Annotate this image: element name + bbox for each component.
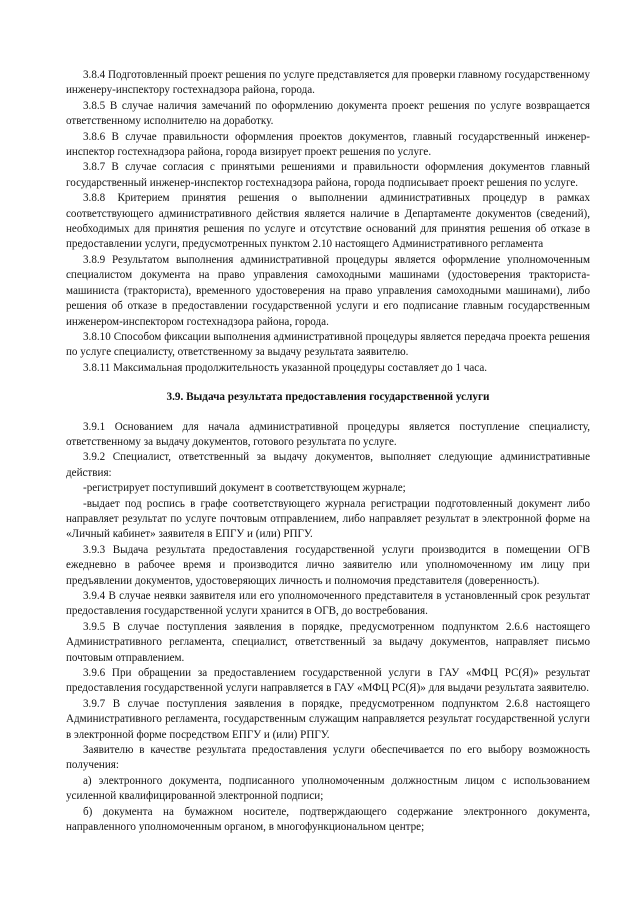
paragraph-3-8-7: 3.8.7 В случае согласия с принятыми решениями и правильности оформления документов главный государственный инженер-инспектор гостехнадзора района, города подписывает проект решения по услуге. [66, 161, 590, 189]
paragraph-3-8-9: 3.8.9 Результатом выполнения административной процедуры является оформление уполномоченным специалистом документа на право управления самоходными машинами (удостоверения тракториста-машиниста (тракториста), временного удостоверения на право управления самоходными машинами), либо решения об отказе в предоставлении государственной услуги и его подписание главным государственным инженером-инспектором гостехнадзора района, города. [66, 253, 590, 328]
paragraph-3-9-1: 3.9.1 Основанием для начала административной процедуры является поступление специалисту, ответственному за выдачу документов, готового результата по услуге. [66, 420, 590, 448]
document-page [66, 68, 590, 836]
paragraph-3-8-10: 3.8.10 Способом фиксации выполнения административной процедуры является передача проекта решения по услуге специалисту, ответственному за выдачу результата заявителю. [66, 330, 590, 359]
paragraph-3-8-4: 3.8.4 Подготовленный проект решения по услуге представляется для проверки главному государственному инженеру-инспектору гостехнадзора района, города. [66, 69, 590, 97]
paragraph-3-8-6: 3.8.6 В случае правильности оформления проектов документов, главный государственный инженер-инспектор гостехнадзора района, города визирует проект решения по услуге. [66, 130, 590, 159]
paragraph-3-8-11: 3.8.11 Максимальная продолжительность указанной процедуры составляет до 1 часа. [83, 361, 488, 374]
paragraph-3-9-2: 3.9.2 Специалист, ответственный за выдачу документов, выполняет следующие административные действия: [66, 451, 590, 479]
list-item-issue: -выдает под роспись в графе соответствующего журнала регистрации подготовленный документ либо направляет результат по услуге почтовым отправлением, либо направляет результат в электронной форме на «Личный кабинет» заявителя в ЕПГУ и (или) РПГУ. [66, 497, 590, 541]
paragraph-3-9-7: 3.9.7 В случае поступления заявления в порядке, предусмотренном подпунктом 2.6.8 настоящего Административного регламента, государственным служащим направляется результат государственной услуги в электронной форме посредством ЕПГУ и (или) РПГУ. [66, 697, 590, 741]
paragraph-3-9-5: 3.9.5 В случае поступления заявления в порядке, предусмотренном подпунктом 2.6.6 настоящего Административного регламента, специалист, ответственный за выдачу документов, направляет письмо почтовым отправлением. [66, 620, 590, 664]
list-item-a: а) электронного документа, подписанного уполномоченным должностным лицом с использованием усиленной квалифицированной электронной подписи; [66, 774, 590, 803]
section-heading: 3.9. Выдача результата предоставления государственной услуги [166, 391, 490, 404]
paragraph-3-9-6: 3.9.6 При обращении за предоставлением государственной услуги в ГАУ «МФЦ РС(Я)» результат предоставления государственной услуги направляется в ГАУ «МФЦ РС(Я)» для выдачи результата заявителю. [66, 667, 590, 695]
list-item-b: б) документа на бумажном носителе, подтверждающего содержание электронного документа, направленного уполномоченным органом, в многофункциональном центре; [66, 805, 590, 834]
paragraph-3-9-4: 3.9.4 В случае неявки заявителя или его уполномоченного представителя в установленный срок результат предоставления государственной услуги хранится в ОГВ, до востребования. [66, 590, 590, 618]
paragraph-3-9-3: 3.9.3 Выдача результата предоставления государственной услуги производится в помещении ОГВ ежедневно в рабочее время и производится лично заявителю или уполномоченному им лицу при предъявлении документов, удостоверяющих личность и полномочия представителя (доверенность). [66, 543, 590, 587]
paragraph-3-8-5: 3.8.5 В случае наличия замечаний по оформлению документа проект решения по услуге возвращается ответственному исполнителю на доработку. [66, 99, 590, 128]
paragraph-result-options: Заявителю в качестве результата предоставления услуги обеспечивается по его выбору возможность получения: [66, 744, 590, 772]
list-item-register: -регистрирует поступивший документ в соответствующем журнале; [83, 482, 406, 495]
paragraph-3-8-8: 3.8.8 Критерием принятия решения о выполнении административных процедур в рамках соответствующего административного действия является наличие в Департаменте документов (сведений), необходимых для принятия решения по услуге и отсутствие оснований для принятия решения об отказе в предоставлении услуги, предусмотренных пунктом 2.10 настоящего Административного регламента [66, 192, 590, 251]
